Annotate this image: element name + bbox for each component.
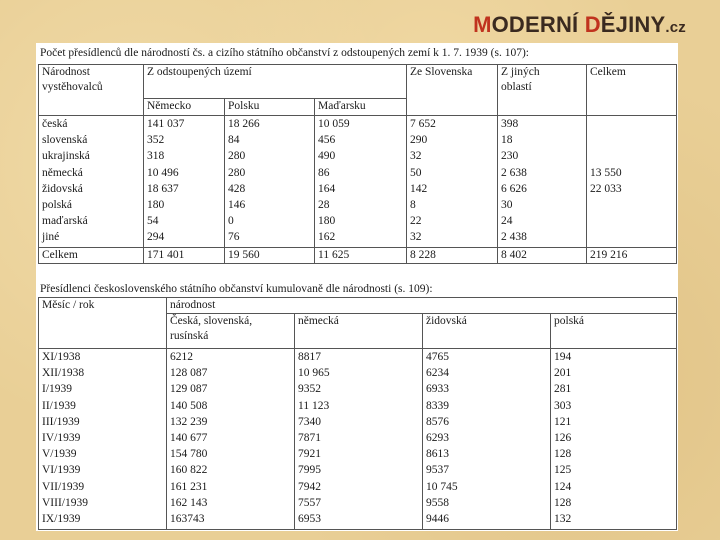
header-from-territories: Z odstoupených území	[144, 65, 407, 99]
col-german: 8817 10 965 9352 11 123 7340 7871 7921 7995 7942 7557 6953	[295, 349, 423, 530]
header-poland: Polsku	[225, 99, 315, 116]
header-germany: Německo	[144, 99, 225, 116]
site-logo	[473, 12, 686, 38]
table1-caption: Počet přesídlenců dle národností čs. a cizího státního občanství z odstoupených zemí k 1. 7. 1939 (s. 107):	[40, 47, 529, 59]
totals-hungary: 11 625	[315, 248, 407, 264]
col-germany: 141 037 352 318 10 496 18 637 180 54 294	[144, 116, 225, 248]
table2-caption: Přesídlenci československého státního občanství kumulovaně dle národnosti (s. 109):	[40, 283, 433, 295]
header-hungary: Maďarsku	[315, 99, 407, 116]
col-jewish: 4765 6234 6933 8339 8576 6293 8613 9537 10 745 9558 9446	[423, 349, 551, 530]
header-german: německá	[295, 314, 423, 349]
logo-text-2: ODERNÍ	[491, 12, 585, 37]
totals-other: 8 402	[498, 248, 587, 264]
header-from-slovakia: Ze Slovenska	[407, 65, 498, 116]
col-months: XI/1938 XII/1938 I/1939 II/1939 III/1939 IV/1939 V/1939 VI/1939 VII/1939 VIII/1939 IX/1939	[39, 349, 167, 530]
header-jewish: židovská	[423, 314, 551, 349]
document-sheet	[36, 43, 678, 531]
col-czech: 6212 128 087 129 087 140 508 132 239 140 677 154 780 160 822 161 231 162 143 163743	[167, 349, 295, 530]
totals-poland: 19 560	[225, 248, 315, 264]
header-month: Měsíc / rok	[39, 298, 167, 314]
header-other-areas: Z jiných oblastí	[498, 65, 587, 116]
logo-text-4: ĚJINY	[600, 12, 666, 37]
header-month-blank	[39, 314, 167, 349]
col-hungary: 10 059 456 490 86 164 28 180 162	[315, 116, 407, 248]
header-czech: Česká, slovenská, rusínská	[167, 314, 295, 349]
header-nationality-2: národnost	[167, 298, 677, 314]
resettlers-table	[38, 297, 677, 530]
logo-text-3: D	[584, 12, 601, 37]
col-total: 13 550 22 033	[587, 116, 677, 248]
col-poland: 18 266 84 280 280 428 146 0 76	[225, 116, 315, 248]
totals-germany: 171 401	[144, 248, 225, 264]
col-labels: česká slovenská ukrajinská německá židovská polská maďarská jiné	[39, 116, 144, 248]
totals-total: 219 216	[587, 248, 677, 264]
header-total: Celkem	[587, 65, 677, 116]
totals-label: Celkem	[39, 248, 144, 264]
logo-text-5: .cz	[665, 19, 686, 36]
emigrants-table	[38, 64, 677, 264]
col-slovakia: 7 652 290 32 50 142 8 22 32	[407, 116, 498, 248]
header-nationality: Národnost vystěhovalců	[39, 65, 144, 116]
col-other: 398 18 230 2 638 6 626 30 24 2 438	[498, 116, 587, 248]
header-polish: polská	[551, 314, 677, 349]
col-polish: 194 201 281 303 121 126 128 125 124 128 132	[551, 349, 677, 530]
logo-text-1: M	[473, 12, 492, 37]
totals-slovakia: 8 228	[407, 248, 498, 264]
